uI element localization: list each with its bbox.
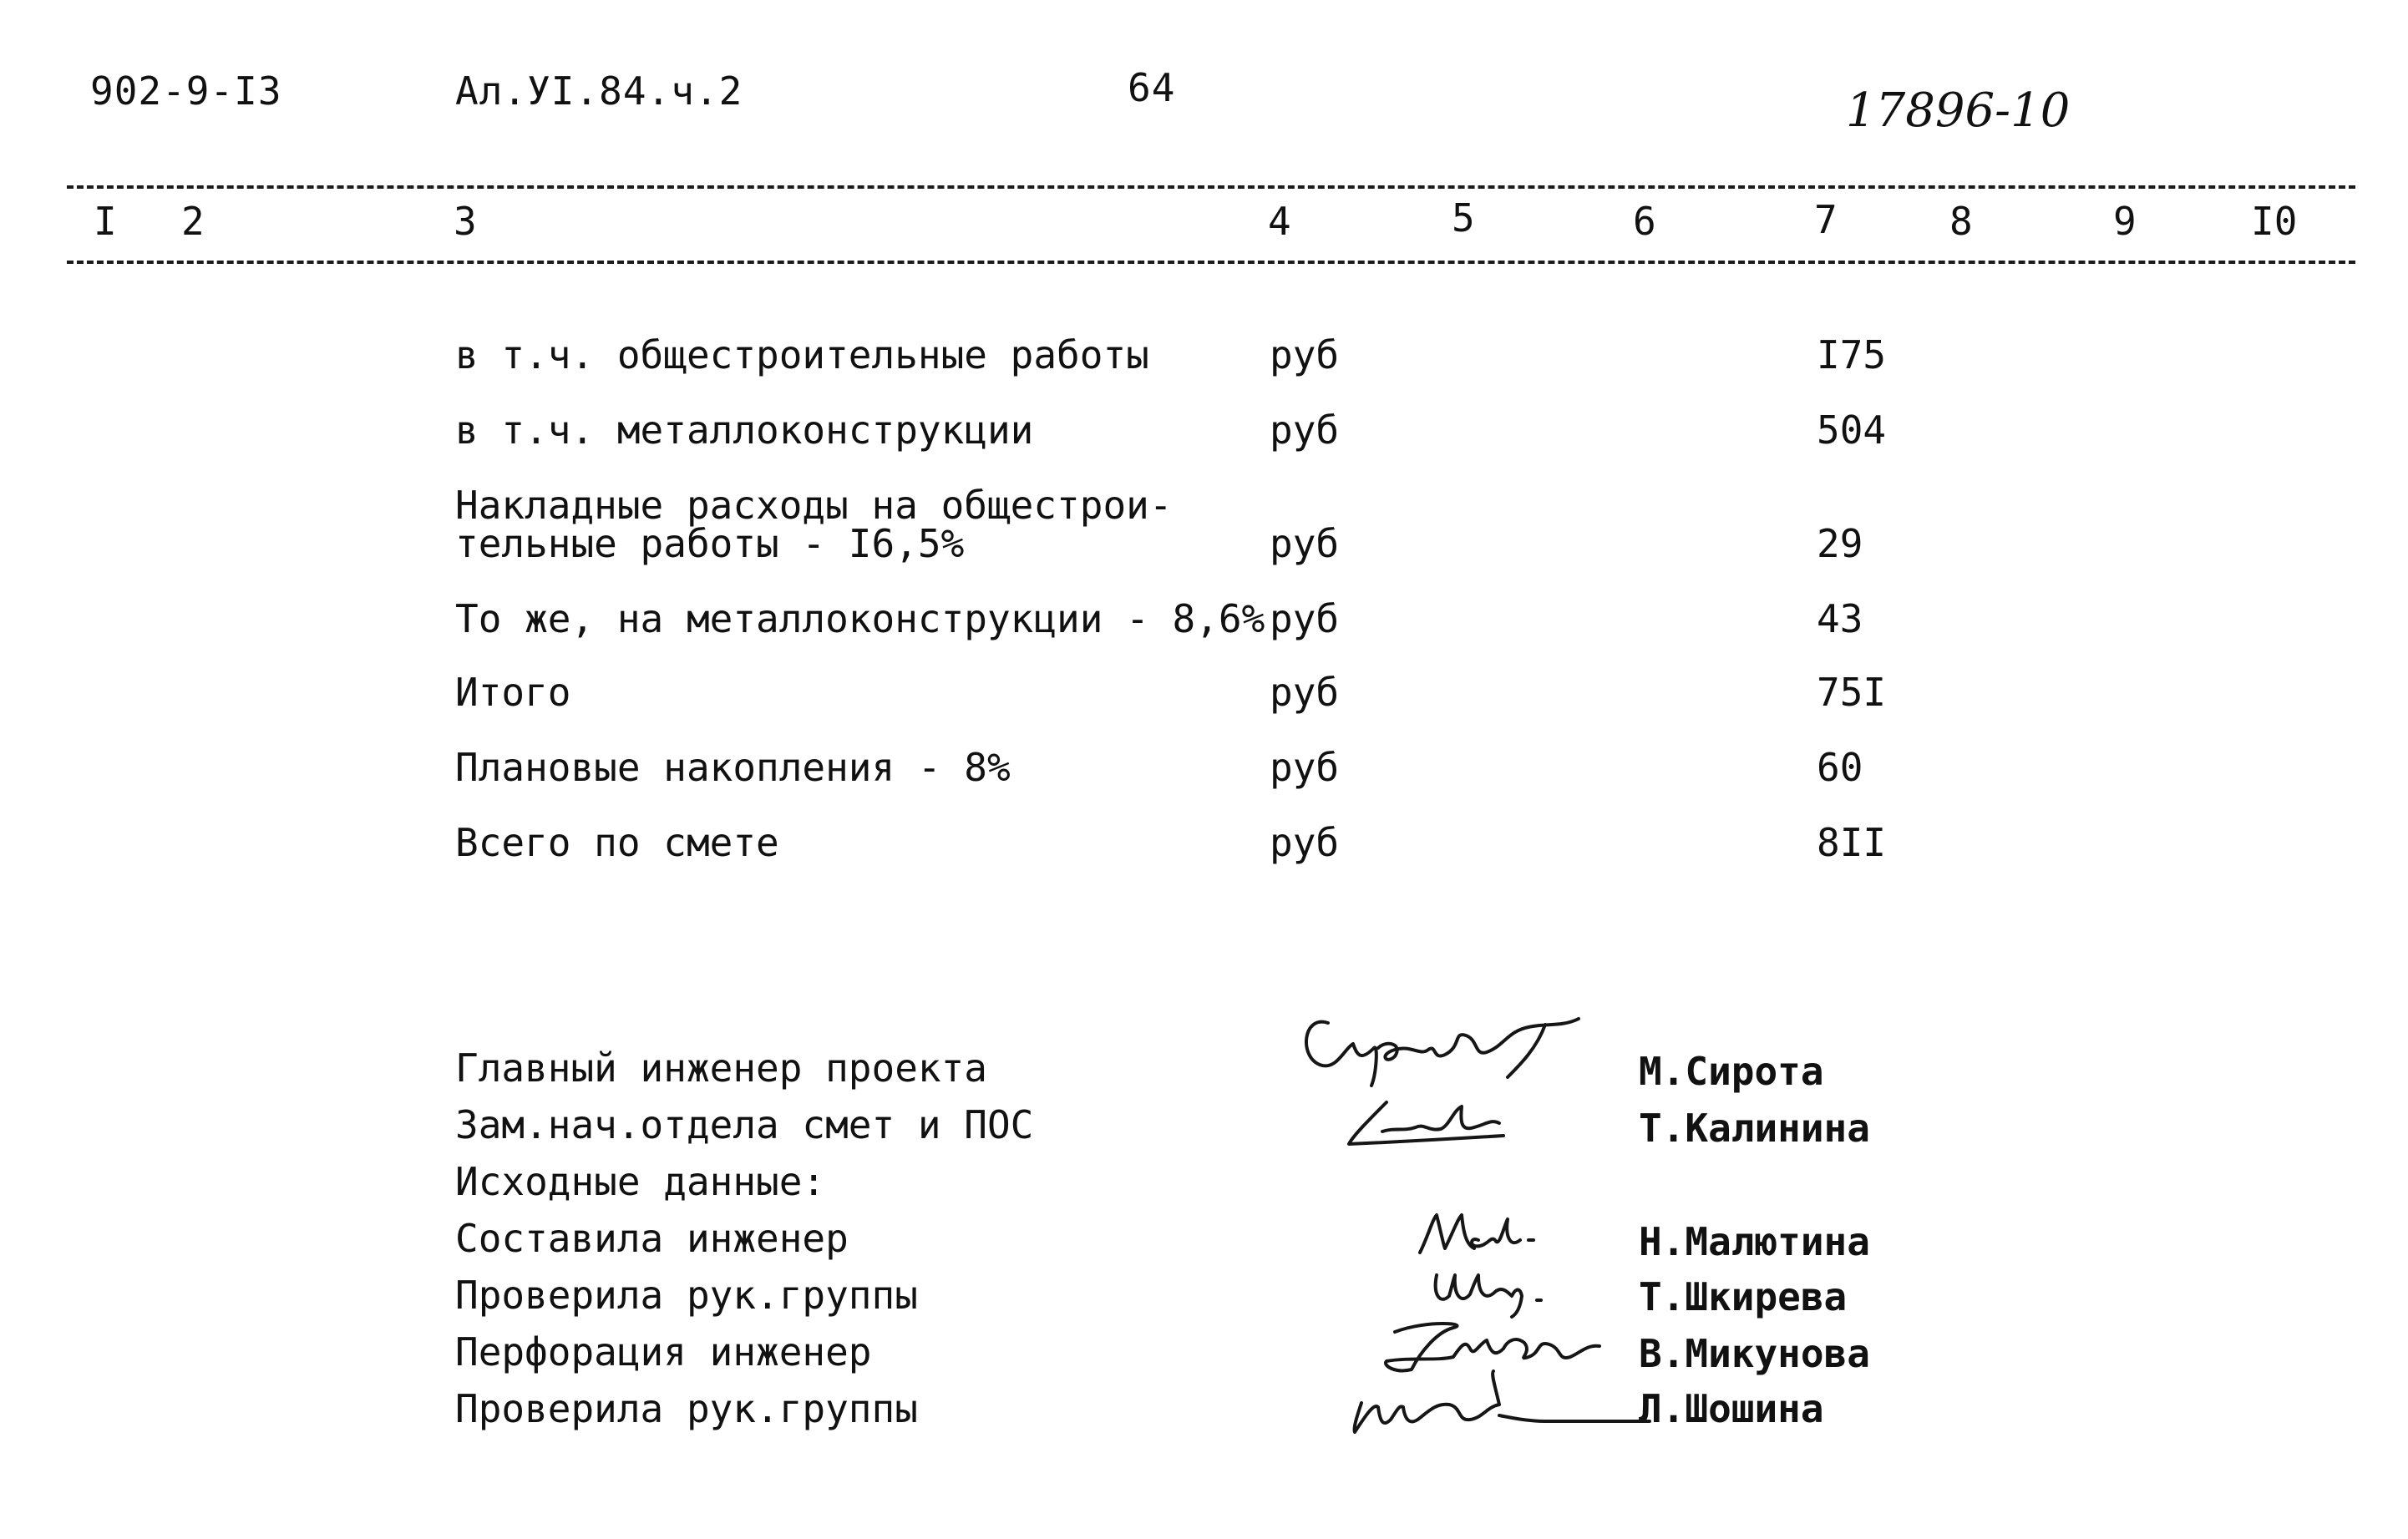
- row-description: То же, на металлоконструкции - 8,6%: [455, 596, 1265, 641]
- row-description: Накладные расходы на общестрои-: [455, 483, 1173, 528]
- signatory-name: Т.Шкирева: [1639, 1274, 1848, 1319]
- column-number: 5: [1452, 195, 1475, 240]
- column-number: 8: [1949, 199, 1973, 244]
- row-unit: руб: [1270, 332, 1340, 377]
- page-number: 64: [1128, 65, 1176, 110]
- column-number: 9: [2113, 199, 2137, 244]
- row-value: I75: [1817, 332, 1887, 377]
- row-unit: руб: [1270, 670, 1340, 715]
- column-number: 6: [1633, 199, 1656, 244]
- signature-shoshina: [1345, 1369, 1654, 1436]
- row-value: 8II: [1817, 820, 1887, 865]
- row-unit: руб: [1270, 521, 1340, 566]
- signatory-title: Зам.нач.отдела смет и ПОС: [455, 1102, 1034, 1147]
- column-number: 2: [181, 199, 205, 244]
- row-description-continuation: тельные работы - I6,5%: [455, 521, 965, 566]
- signature-kalinina: [1336, 1094, 1554, 1152]
- signatory-title: Составила инженер: [455, 1216, 849, 1261]
- row-unit: руб: [1270, 820, 1340, 865]
- top-dashed-rule: [67, 185, 2355, 189]
- album-reference: Ал.УI.84.ч.2: [455, 68, 743, 114]
- signatory-name: Л.Шошина: [1639, 1386, 1824, 1431]
- signatory-title: Главный инженер проекта: [455, 1045, 987, 1091]
- row-description: Плановые накопления - 8%: [455, 745, 1011, 790]
- row-value: 504: [1817, 408, 1887, 453]
- signatory-title: Перфорация инженер: [455, 1329, 872, 1374]
- row-unit: руб: [1270, 745, 1340, 790]
- column-number: 7: [1814, 197, 1838, 242]
- row-description: Всего по смете: [455, 820, 779, 865]
- row-value: 43: [1817, 596, 1863, 641]
- row-value: 60: [1817, 745, 1863, 790]
- column-number: 3: [454, 199, 477, 244]
- row-description: Итого: [455, 670, 571, 715]
- column-number: I0: [2251, 199, 2298, 244]
- signatory-name: Т.Калинина: [1639, 1106, 1870, 1151]
- column-number: 4: [1268, 199, 1291, 244]
- column-number: I: [94, 199, 117, 244]
- row-unit: руб: [1270, 408, 1340, 453]
- row-description: в т.ч. металлоконструкции: [455, 408, 1034, 453]
- bottom-dashed-rule: [67, 261, 2355, 264]
- signatory-name: М.Сирота: [1639, 1049, 1824, 1094]
- section-label: Исходные данные:: [455, 1159, 826, 1204]
- row-unit: руб: [1270, 596, 1340, 641]
- row-description: в т.ч. общестроительные работы: [455, 332, 1149, 377]
- signature-malyutina: [1412, 1202, 1562, 1265]
- document-code: 902-9-I3: [90, 68, 282, 114]
- signatory-title: Проверила рук.группы: [455, 1386, 918, 1431]
- signature-sirota: [1295, 998, 1587, 1090]
- signatory-name: В.Микунова: [1639, 1331, 1870, 1376]
- handwritten-stamp-number: 17896-10: [1846, 84, 2071, 138]
- signatory-title: Проверила рук.группы: [455, 1273, 918, 1318]
- signatory-name: Н.Малютина: [1639, 1219, 1870, 1264]
- row-value: 75I: [1817, 670, 1887, 715]
- row-value: 29: [1817, 521, 1863, 566]
